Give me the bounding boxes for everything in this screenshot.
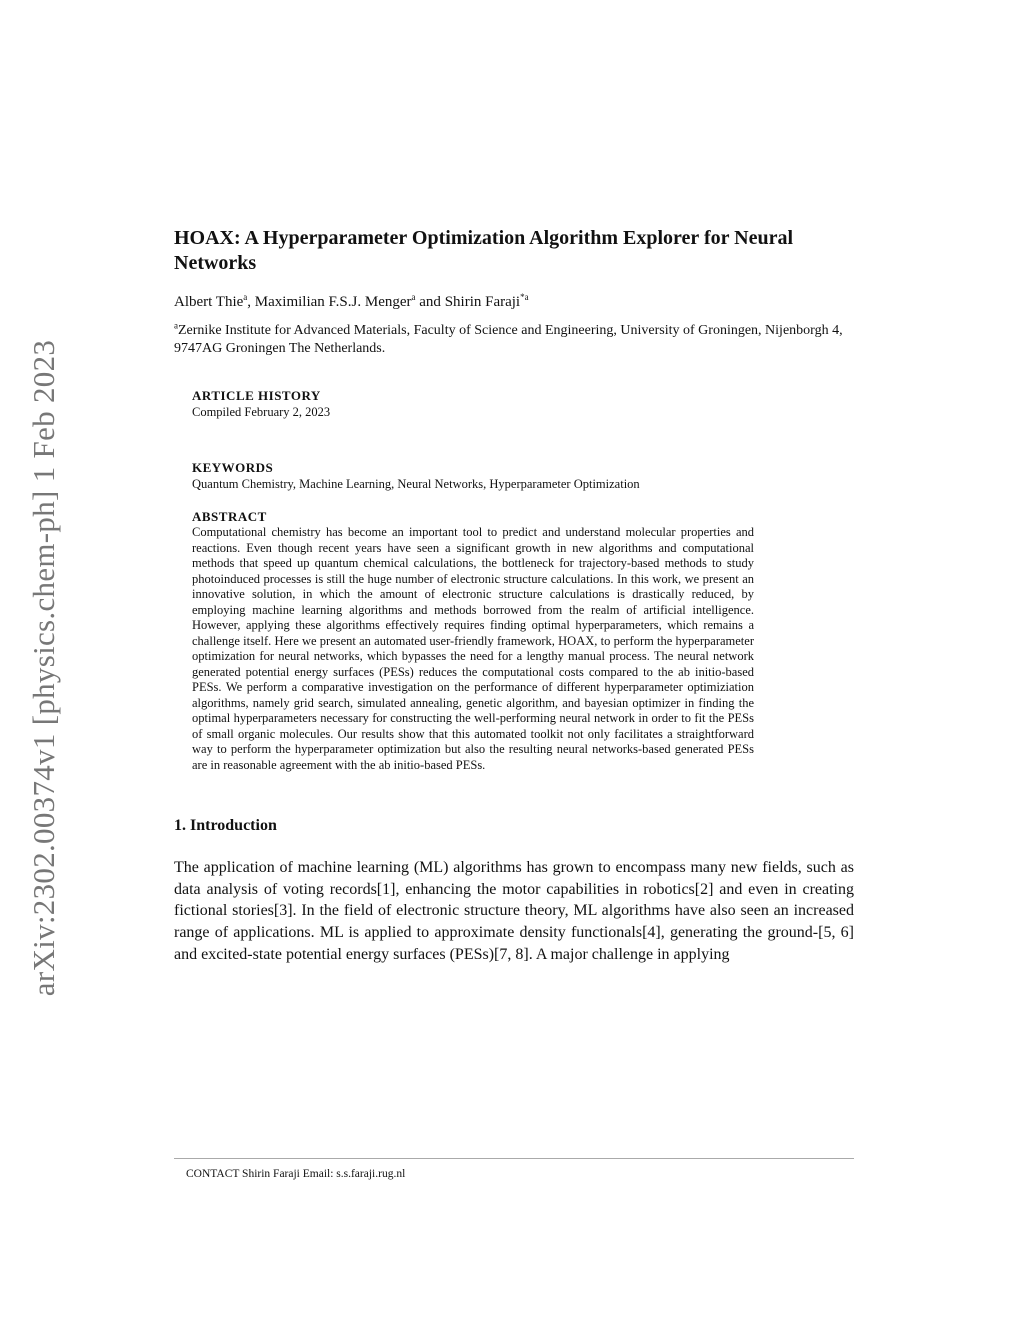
affiliation-text: Zernike Institute for Advanced Materials, Faculty of Science and Engineering, University of Groningen, Nijenborgh 4, 9747AG Groningen The Netherlands. bbox=[174, 323, 843, 356]
introduction-heading: 1. Introduction bbox=[174, 817, 277, 834]
keywords-label: KEYWORDS bbox=[192, 460, 274, 475]
affiliation bbox=[174, 322, 854, 358]
author-name: Maximilian F.S.J. Menger bbox=[254, 294, 412, 310]
author-name: Shirin Faraji bbox=[444, 294, 521, 310]
paper-page bbox=[174, 226, 854, 982]
article-history bbox=[192, 388, 754, 420]
abstract-label: ABSTRACT bbox=[192, 509, 267, 524]
abstract-text: Computational chemistry has become an important tool to predict and understand molecular properties and reactions. Even though recent years have seen a significant growth in new algorithms and computational methods that speed up quantum chemical calculations, the bottleneck for trajectory-based methods to study photoinduced processes is still the huge number of electronic structure calculations. In this work, we present an innovative solution, in which the amount of electronic structure calculations is drastically reduced, by employing machine learning algorithms and methods borrowed from the realm of artificial intelligence. However, applying these algorithms effectively requires finding optimal hyperparameters, which remains a challenge itself. Here we present an automated user-friendly framework, HOAX, to perform the hyperparameter optimization for neural networks, which bypasses the need for a lengthy manual process. The neural network generated potential energy surfaces (PESs) reduces the computational costs compared to the ab initio-based PESs. We perform a comparative investigation on the performance of different hyperparameter optimiziation algorithms, namely grid search, simulated annealing, genetic algorithm, and bayesian optimizer in finding the optimal hyperparameters necessary for constructing the well-performing neural network in order to fit the PESs of small organic molecules. Our results show that this automated toolkit not only facilitates a straightforward way to perform the hyperparameter optimization but also the resulting neural networks-based generated PESs are in reasonable agreement with the ab initio-based PESs. bbox=[192, 525, 754, 772]
contact-footnote: CONTACT Shirin Faraji Email: s.s.faraji.rug.nl bbox=[186, 1168, 406, 1180]
abstract-section bbox=[192, 509, 754, 773]
article-metadata bbox=[192, 388, 754, 773]
author-separator: , bbox=[247, 294, 255, 310]
author-affiliation-mark: a bbox=[411, 292, 416, 302]
author-list bbox=[174, 292, 854, 312]
keywords-section bbox=[192, 460, 754, 492]
footnote-divider bbox=[174, 1158, 854, 1159]
arxiv-identifier: arXiv:2302.00374v1 [physics.chem-ph] 1 Feb 2023 bbox=[26, 339, 61, 997]
arxiv-sidebar-stamp bbox=[18, 292, 70, 1044]
author-affiliation-mark: a bbox=[243, 292, 248, 302]
affiliation-mark: a bbox=[174, 320, 178, 331]
paper-title: HOAX: A Hyperparameter Optimization Algorithm Explorer for Neural Networks bbox=[174, 227, 794, 274]
article-history-label: ARTICLE HISTORY bbox=[192, 388, 321, 403]
keywords-text: Quantum Chemistry, Machine Learning, Neural Networks, Hyperparameter Optimization bbox=[192, 477, 640, 491]
author-name: Albert Thie bbox=[174, 294, 244, 310]
introduction-paragraph: The application of machine learning (ML) algorithms has grown to encompass many new fields, such as data analysis of voting records[1], enhancing the motor capabilities in robotics[2] and even in creating fictional stories[3]. In the field of electronic structure theory, ML algorithms have also seen an increased range of applications. ML is applied to approximate density functionals[4], generating the ground-[5, 6] and excited-state potential energy surfaces (PESs)[7, 8]. A major challenge in applying bbox=[174, 859, 854, 963]
author-separator: and bbox=[415, 294, 445, 310]
compiled-date: Compiled February 2, 2023 bbox=[192, 405, 331, 419]
author-affiliation-mark: *a bbox=[520, 292, 529, 302]
